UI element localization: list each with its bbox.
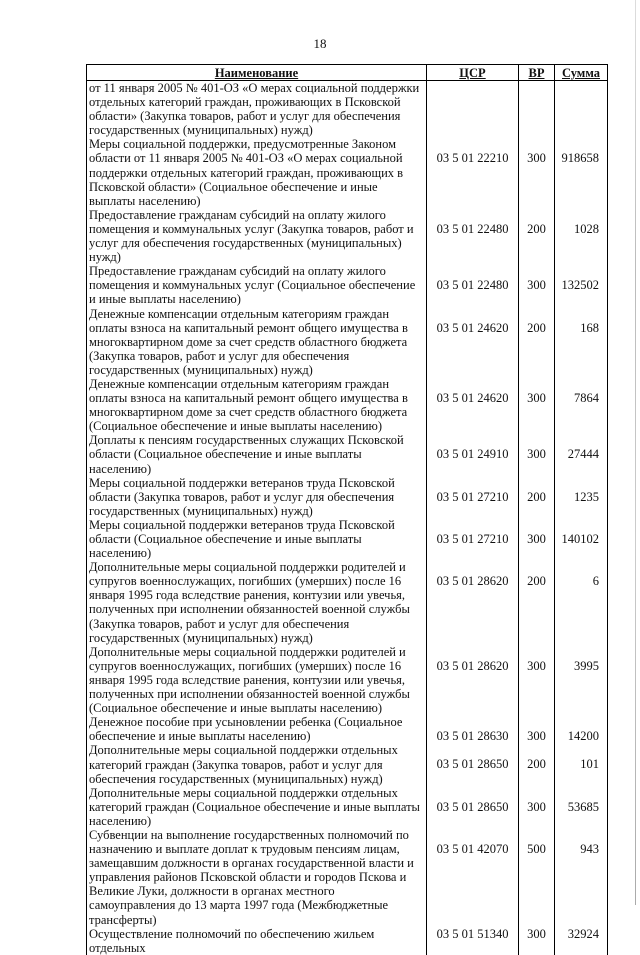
- table-row: [87, 715, 608, 743]
- row-vr: 200: [519, 743, 555, 785]
- table-row: [87, 264, 608, 306]
- row-sum: 101: [555, 743, 608, 785]
- row-csr: 03 5 01 22480: [427, 264, 519, 306]
- table-row: [87, 208, 608, 264]
- row-vr: 200: [519, 560, 555, 645]
- budget-table: [86, 64, 608, 955]
- header-vr: ВР: [519, 65, 555, 81]
- row-name: Доплаты к пенсиям государственных служащих Псковской области (Социальное обеспечение и иные выплаты населению): [87, 433, 427, 475]
- row-sum: 132502: [555, 264, 608, 306]
- row-csr: 03 5 01 22480: [427, 208, 519, 264]
- row-vr: 300: [519, 786, 555, 828]
- row-name: Меры социальной поддержки ветеранов труда Псковской области (Закупка товаров, работ и услуг для обеспечения государственных (муниципальных) нужд): [87, 476, 427, 518]
- row-csr: 03 5 01 28630: [427, 715, 519, 743]
- table-row: [87, 645, 608, 715]
- row-csr: 03 5 01 42070: [427, 828, 519, 927]
- table-header-row: [87, 65, 608, 81]
- row-sum: 6: [555, 560, 608, 645]
- page-number: 18: [313, 36, 327, 51]
- table-row: [87, 828, 608, 927]
- row-sum: 1028: [555, 208, 608, 264]
- row-name: Дополнительные меры социальной поддержки родителей и супругов военнослужащих, погибших (умерших) после 16 января 1995 года вследствие ранения, контузии или увечья, полученных при исполнении обязанностей военной службы (Закупка товаров, работ и услуг для обеспечения государственных (муниципальных) нужд): [87, 560, 427, 645]
- row-csr: 03 5 01 22210: [427, 137, 519, 207]
- row-sum: 1235: [555, 476, 608, 518]
- header-name: Наименование: [87, 65, 427, 81]
- row-sum: [555, 81, 608, 138]
- row-sum: 140102: [555, 518, 608, 560]
- table-row: [87, 137, 608, 207]
- row-name: Субвенции на выполнение государственных полномочий по назначению и выплате доплат к трудовым пенсиям лицам, замещавшим должности в органах государственной власти и управления районов Псковской области и городов Пскова и Великие Луки, должности в органах местного самоуправления до 13 марта 1997 года (Межбюджетные трансферты): [87, 828, 427, 927]
- row-name: Денежное пособие при усыновлении ребенка (Социальное обеспечение и иные выплаты населению): [87, 715, 427, 743]
- row-name: Денежные компенсации отдельным категориям граждан оплаты взноса на капитальный ремонт общего имущества в многоквартирном доме за счет средств областного бюджета (Социальное обеспечение и иные выплаты населению): [87, 377, 427, 433]
- row-vr: 300: [519, 715, 555, 743]
- row-sum: 53685: [555, 786, 608, 828]
- table-row: [87, 518, 608, 560]
- table-row: [87, 786, 608, 828]
- row-csr: 03 5 01 24910: [427, 433, 519, 475]
- row-vr: [519, 81, 555, 138]
- row-name: Денежные компенсации отдельным категориям граждан оплаты взноса на капитальный ремонт общего имущества в многоквартирном доме за счет средств областного бюджета (Закупка товаров, работ и услуг для обеспечения государственных (муниципальных) нужд): [87, 307, 427, 377]
- row-vr: 200: [519, 476, 555, 518]
- row-sum: 14200: [555, 715, 608, 743]
- row-csr: 03 5 01 28650: [427, 743, 519, 785]
- row-vr: 300: [519, 137, 555, 207]
- table-row: [87, 743, 608, 785]
- row-vr: 300: [519, 927, 555, 955]
- row-sum: 168: [555, 307, 608, 377]
- row-sum: 3995: [555, 645, 608, 715]
- row-vr: 300: [519, 264, 555, 306]
- row-vr: 300: [519, 645, 555, 715]
- row-csr: 03 5 01 24620: [427, 377, 519, 433]
- row-csr: 03 5 01 51340: [427, 927, 519, 955]
- row-sum: 918658: [555, 137, 608, 207]
- row-name: Дополнительные меры социальной поддержки родителей и супругов военнослужащих, погибших (умерших) после 16 января 1995 года вследствие ранения, контузии или увечья, полученных при исполнении обязанностей военной службы (Социальное обеспечение и иные выплаты населению): [87, 645, 427, 715]
- row-sum: 27444: [555, 433, 608, 475]
- row-vr: 200: [519, 208, 555, 264]
- row-name: от 11 января 2005 № 401-ОЗ «О мерах социальной поддержки отдельных категорий граждан, проживающих в Псковской области» (Закупка товаров, работ и услуг для обеспечения государственных (муниципальных) нужд): [87, 81, 427, 138]
- row-vr: 200: [519, 307, 555, 377]
- row-csr: [427, 81, 519, 138]
- row-name: Дополнительные меры социальной поддержки отдельных категорий граждан (Закупка товаров, работ и услуг для обеспечения государственных (муниципальных) нужд): [87, 743, 427, 785]
- row-name: Дополнительные меры социальной поддержки отдельных категорий граждан (Социальное обеспечение и иные выплаты населению): [87, 786, 427, 828]
- table-row: [87, 927, 608, 955]
- row-name: Предоставление гражданам субсидий на оплату жилого помещения и коммунальных услуг (Закупка товаров, работ и услуг для обеспечения государственных (муниципальных) нужд): [87, 208, 427, 264]
- row-csr: 03 5 01 27210: [427, 518, 519, 560]
- row-vr: 300: [519, 518, 555, 560]
- scan-edge-line: [635, 0, 636, 905]
- header-sum: Сумма: [555, 65, 608, 81]
- header-csr: ЦСР: [427, 65, 519, 81]
- row-vr: 300: [519, 377, 555, 433]
- row-name: Предоставление гражданам субсидий на оплату жилого помещения и коммунальных услуг (Социальное обеспечение и иные выплаты населению): [87, 264, 427, 306]
- table-row: [87, 560, 608, 645]
- row-sum: 32924: [555, 927, 608, 955]
- row-sum: 943: [555, 828, 608, 927]
- table-row: [87, 476, 608, 518]
- row-csr: 03 5 01 24620: [427, 307, 519, 377]
- row-vr: 500: [519, 828, 555, 927]
- row-csr: 03 5 01 27210: [427, 476, 519, 518]
- row-csr: 03 5 01 28650: [427, 786, 519, 828]
- table-row: [87, 433, 608, 475]
- row-csr: 03 5 01 28620: [427, 645, 519, 715]
- table-row: [87, 307, 608, 377]
- table-row: [87, 81, 608, 138]
- row-name: Осуществление полномочий по обеспечению жильем отдельных: [87, 927, 427, 955]
- row-vr: 300: [519, 433, 555, 475]
- row-name: Меры социальной поддержки, предусмотренные Законом области от 11 января 2005 № 401-ОЗ «О мерах социальной поддержки отдельных категорий граждан, проживающих в Псковской области» (Социальное обеспечение и иные выплаты населению): [87, 137, 427, 207]
- row-name: Меры социальной поддержки ветеранов труда Псковской области (Социальное обеспечение и иные выплаты населению): [87, 518, 427, 560]
- row-sum: 7864: [555, 377, 608, 433]
- row-csr: 03 5 01 28620: [427, 560, 519, 645]
- table-row: [87, 377, 608, 433]
